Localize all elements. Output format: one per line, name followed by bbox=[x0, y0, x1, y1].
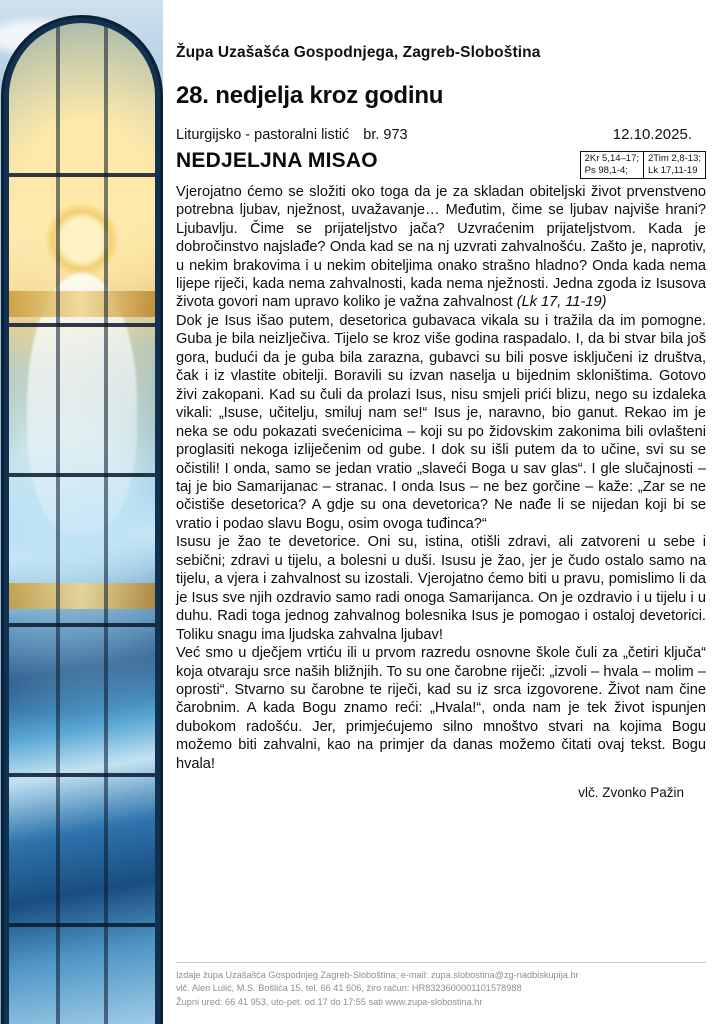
lead-line-h bbox=[9, 323, 155, 327]
lead-line-v bbox=[104, 23, 108, 1024]
bulletin-content bbox=[168, 0, 722, 1024]
gold-band-2 bbox=[9, 583, 155, 609]
lead-line-v bbox=[56, 23, 60, 1024]
reading-line: Lk 17,11-19 bbox=[648, 164, 698, 176]
author-signature: vlč. Zvonko Pažin bbox=[578, 785, 684, 801]
gothic-window-frame bbox=[4, 18, 160, 1024]
bulletin-issue-number: br. 973 bbox=[363, 127, 408, 143]
lead-line-h bbox=[9, 923, 155, 927]
bulletin-subtitle: Liturgijsko - pastoralni listić bbox=[176, 127, 350, 143]
page-title: 28. nedjelja kroz godinu bbox=[176, 82, 444, 109]
paragraph-2: Dok je Isus išao putem, desetorica gubavaca vikala su i tražila da im pomogne. Guba je bila neizlječiva. Tijelo se kroz više godina raspadalo. I, da bi stvar bila još gora, budući da je guba bila zarazna, gubavci su bili posve isključeni iz društva, čak i iz vlastite obitelji. Boravili su izvan naselja u bijednim skloništima. Gotovo živi zakopani. Kad su čuli da prolazi Isus, nisu smjeli prići blizu, nego su izdaleka vikali: „Isuse, učitelju, smiluj nam se!“ Isus je, naravno, bio ganut. Rekao im je neka se odu pokazati svećenicima – koji su po židovskim zakonima bili ovlašteni proglasiti nekoga izliječenim od gube. I dok su išli putem da to učine, svi su se očistili! I onda, samo se jedan vratio „slaveći Boga u sav glas“. I gle slučajnosti – taj je bio Samarijanac – stranac. I onda Isus – ne bez gorčine – kaže: „Zar se ne očistiše desetorica? A gdje su ona devetorica? Ne nađe li se nijedan koji bi se vratio i podao slavu Bogu, osim ovoga tuđinca?“ bbox=[176, 312, 706, 532]
gold-band-1 bbox=[9, 291, 155, 317]
paragraph-1 bbox=[176, 183, 706, 312]
lead-line-h bbox=[9, 623, 155, 627]
paragraph-4: Već smo u dječjem vrtiću ili u prvom razredu osnovne škole čuli za „četiri ključa“ koja otvaraju srce naših bližnjih. To su one čarobne riječi: „izvoli – hvala – molim – oprosti“. Stvarno su čarobne te riječi, kad su iz srca izgovorene. Život nam čine čarobnim. A kada Bogu znamo reći: „Hvala!“, onda nam je tek život ispunjen dubokom radošću. Jer, primjećujemo silno mnoštvo stvari na kojima Bogu možemo biti zahvalni, kao na primjer da danas možemo čitati ovaj tekst. Bogu hvala! bbox=[176, 645, 706, 772]
lead-line-h bbox=[9, 773, 155, 777]
readings-column-2 bbox=[643, 152, 705, 178]
footer-imprint bbox=[176, 962, 706, 1010]
bulletin-date: 12.10.2025. bbox=[612, 126, 692, 143]
section-header bbox=[176, 149, 706, 179]
paragraph-text: Vjerojatno ćemo se složiti oko toga da je za skladan obiteljski život prvenstveno potrebna ljubav, nježnost, uvažavanje… Međutim, čime se ljubav najviše hrani? Ljubavlju. Čime se prijateljstvo jača? Uzvraćenim prijateljstvom. Kada je dobročinstvo najslađe? Onda kad se na nj uzvrati zahvalnošću. Zašto je, naprotiv, u nekim brakovima i u nekim obiteljima onako strašno hladno? Onda kada nema lijepe riječi, kada nema zahvalnosti, kada nema nježnosti. Jedna zgoda iz Isusova života govori nam upravo koliko je važna zahvalnost bbox=[176, 183, 706, 311]
reading-line: 2Kr 5,14–17; bbox=[584, 153, 640, 164]
reading-line: 2Tim 2,8-13; bbox=[648, 153, 701, 164]
readings-column-1 bbox=[581, 152, 643, 178]
lead-line-h bbox=[9, 473, 155, 477]
paragraph-3: Isusu je žao te devetorice. Oni su, istina, otišli zdravi, ali zatvoreni u sebe i sebični; zdravi u tijelu, a bolesni u duši. Isusu je žao, jer je čudo ostalo samo na tijelu, a vjera i zahvalnost su izostali. Vjerojatno ćemo biti u pravu, pomislimo li da je Isus sve njih ozdravio samo radi onoga Samarijanca. On je ozdravio i u tijelu i u duhu. Radi toga jednog zahvalnog bolesnika Isus je pomogao i ostaloj devetorici. Toliku snagu ima ljudska zahvalna ljubav! bbox=[176, 534, 706, 643]
footer-line-2: vlč. Alen Lulić, M.S. Bošlića 15, tel. 66 41 606, žiro račun: HR8323600001101578988 bbox=[176, 983, 522, 994]
lead-line-h bbox=[9, 173, 155, 177]
article-body bbox=[176, 183, 706, 774]
stained-glass-panel bbox=[9, 23, 155, 1024]
footer-line-3: Župni ured: 66 41 953, uto-pet. od 17 do 17:55 sati www.zupa-slobostina.hr bbox=[176, 997, 483, 1008]
reading-line: Ps 98,1-4; bbox=[584, 164, 628, 176]
scripture-citation: (Lk 17, 11-19) bbox=[516, 294, 607, 311]
section-title: NEDJELJNA MISAO bbox=[176, 149, 378, 172]
footer-line-1: Izdaje župa Uzašašća Gospodnjeg Zagreb-Sloboština; e-mail: zupa.slobostina@zg-nadbiskupija.hr bbox=[176, 969, 579, 980]
stained-glass-illustration bbox=[0, 0, 163, 1024]
bulletin-meta bbox=[176, 126, 706, 143]
scripture-readings-box bbox=[580, 151, 706, 179]
parish-header: Župa Uzašašća Gospodnjega, Zagreb-Sloboština bbox=[176, 44, 541, 61]
